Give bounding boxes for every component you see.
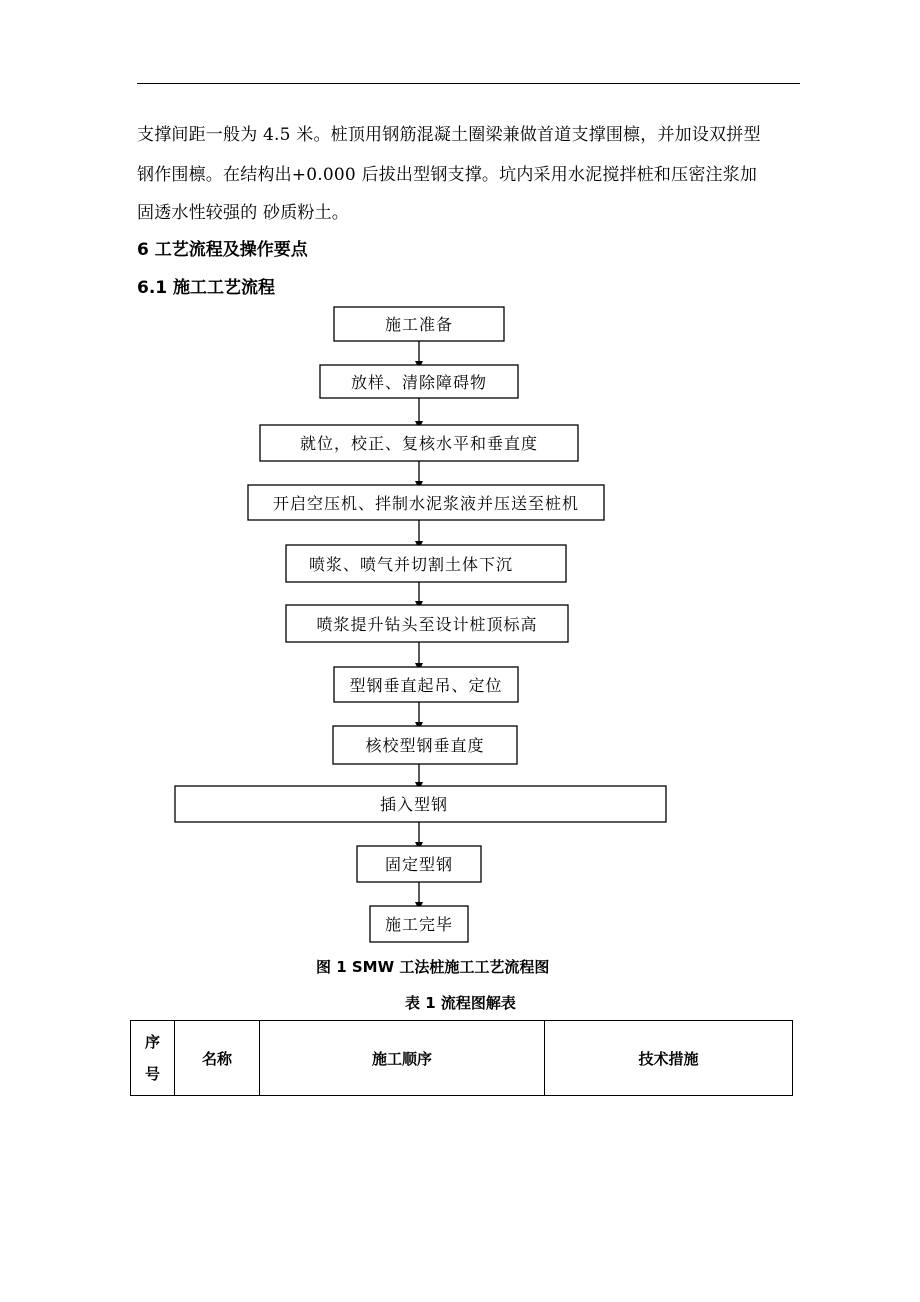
flow-step-5 <box>286 545 566 582</box>
section-heading-6-1: 6.1 施工工艺流程 <box>137 278 276 298</box>
header-name: 名称 <box>175 1021 260 1096</box>
header-order: 施工顺序 <box>260 1021 545 1096</box>
flow-step-7 <box>334 667 518 702</box>
paragraph-line-1: 支撑间距一般为 4.5 米。桩顶用钢筋混凝土圈梁兼做首道支撑围檩，并加设双拼型 <box>137 125 761 145</box>
svg-text:型钢垂直起吊、定位: 型钢垂直起吊、定位 <box>349 676 503 695</box>
svg-text:固定型钢: 固定型钢 <box>384 855 454 874</box>
flow-step-11 <box>370 906 468 942</box>
flow-step-8 <box>333 726 517 764</box>
svg-text:插入型钢: 插入型钢 <box>379 795 449 814</box>
svg-text:核校型钢垂直度: 核校型钢垂直度 <box>365 736 485 755</box>
section-heading-6: 6 工艺流程及操作要点 <box>137 240 308 260</box>
figure-caption: 图 1 SMW 工法桩施工工艺流程图 <box>316 958 550 976</box>
flow-step-1 <box>334 307 504 341</box>
paragraph-line-3: 固透水性较强的 砂质粉土。 <box>137 203 350 223</box>
table-header-row <box>131 1021 793 1096</box>
flow-step-3 <box>260 425 578 461</box>
svg-text:喷浆提升钻头至设计桩顶标高: 喷浆提升钻头至设计桩顶标高 <box>316 615 538 634</box>
flow-step-2 <box>320 365 518 398</box>
flow-step-4 <box>248 485 604 520</box>
flow-step-9 <box>175 786 666 822</box>
svg-text:开启空压机、拌制水泥浆液并压送至桩机: 开启空压机、拌制水泥浆液并压送至桩机 <box>272 494 580 513</box>
svg-text:施工准备: 施工准备 <box>384 315 454 334</box>
paragraph-line-2: 钢作围檩。在结构出+0.000 后拔出型钢支撑。坑内采用水泥搅拌桩和压密注浆加 <box>137 165 758 185</box>
table-caption: 表 1 流程图解表 <box>405 994 516 1012</box>
header-seq: 序 号 <box>131 1021 175 1096</box>
svg-text:就位，校正、复核水平和垂直度: 就位，校正、复核水平和垂直度 <box>299 434 539 453</box>
header-measures: 技术措施 <box>545 1021 793 1096</box>
svg-text:施工完毕: 施工完毕 <box>384 915 454 934</box>
flow-step-10 <box>357 846 481 882</box>
svg-text:放样、清除障碍物: 放样、清除障碍物 <box>350 373 488 392</box>
flow-step-6 <box>286 605 568 642</box>
process-table <box>130 1020 793 1096</box>
svg-text:喷浆、喷气并切割土体下沉: 喷浆、喷气并切割土体下沉 <box>308 555 514 574</box>
